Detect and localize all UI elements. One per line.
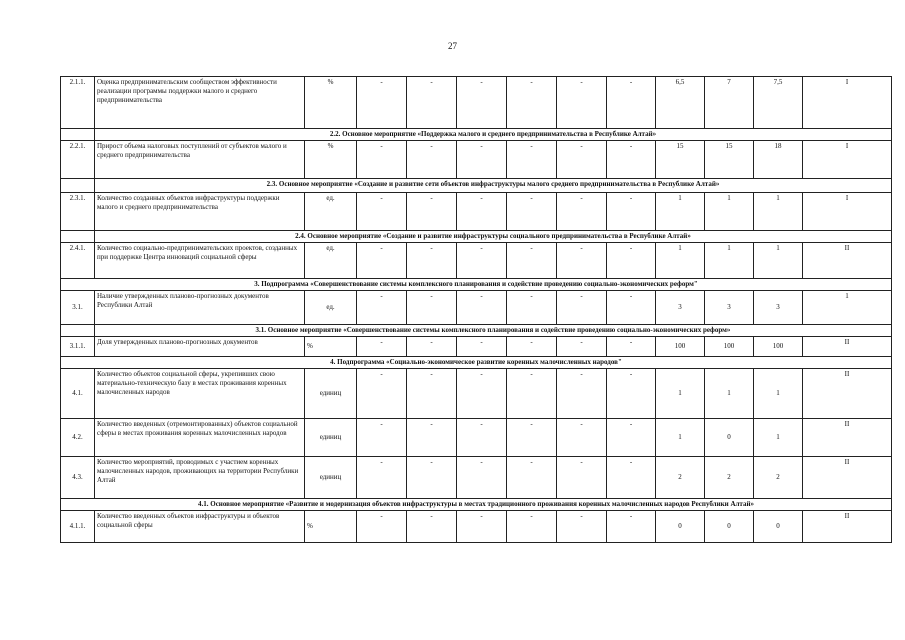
indicator-name: Доля утвержденных планово-прогнозных документов: [95, 337, 305, 357]
dash-cell: -: [607, 369, 656, 419]
dash-cell: -: [357, 337, 407, 357]
dash-cell: -: [507, 77, 557, 129]
dash-cell: -: [457, 291, 507, 325]
row-number: 4.3.: [61, 457, 95, 499]
table-body: [61, 77, 892, 543]
value-cell: 1: [754, 419, 803, 457]
value-cell: 6,5: [656, 77, 705, 129]
dash-cell: -: [507, 291, 557, 325]
dash-cell: -: [357, 193, 407, 231]
category-cell: I: [803, 193, 892, 231]
dash-cell: -: [357, 291, 407, 325]
category-cell: I: [803, 77, 892, 129]
value-cell: 1: [754, 193, 803, 231]
unit-cell: %: [305, 77, 357, 129]
dash-cell: -: [457, 141, 507, 179]
section-row: [61, 279, 892, 291]
value-cell: 18: [754, 141, 803, 179]
unit-cell: %: [305, 511, 357, 543]
dash-cell: -: [357, 369, 407, 419]
dash-cell: -: [557, 457, 607, 499]
section-row: [61, 499, 892, 511]
category-cell: II: [803, 457, 892, 499]
dash-cell: -: [407, 511, 457, 543]
dash-cell: -: [357, 141, 407, 179]
indicator-name: Количество созданных объектов инфраструктуры поддержки малого и среднего предпринимательства: [95, 193, 305, 231]
dash-cell: -: [607, 141, 656, 179]
dash-cell: -: [607, 243, 656, 279]
table-row: [61, 77, 892, 129]
table-row: [61, 193, 892, 231]
category-cell: II: [803, 369, 892, 419]
dash-cell: -: [507, 511, 557, 543]
indicator-name: Наличие утвержденных планово-прогнозных документов Республики Алтай: [95, 291, 305, 325]
dash-cell: -: [407, 419, 457, 457]
dash-cell: -: [407, 369, 457, 419]
section-row: [61, 179, 892, 193]
indicator-name: Количество объектов социальной сферы, укрепивших свою материально-техническую базу в местах проживания коренных малочисленных народов: [95, 369, 305, 419]
dash-cell: -: [457, 337, 507, 357]
row-number: 4.2.: [61, 419, 95, 457]
dash-cell: -: [407, 77, 457, 129]
dash-cell: -: [557, 369, 607, 419]
row-number: 4.1.1.: [61, 511, 95, 543]
table-row: [61, 511, 892, 543]
row-number: 2.3.1.: [61, 193, 95, 231]
section-heading: 2.3. Основное мероприятие «Создание и развитие сети объектов инфраструктуры малого среднего предпринимательства в Республике Алтай»: [95, 179, 892, 193]
dash-cell: -: [407, 337, 457, 357]
dash-cell: -: [507, 457, 557, 499]
dash-cell: -: [607, 77, 656, 129]
unit-cell: единиц: [305, 369, 357, 419]
section-blank-cell: [61, 179, 95, 193]
section-heading: 3.1. Основное мероприятие «Совершенствование системы комплексного планирования и содействие проведению социально-экономических реформ»: [95, 325, 892, 337]
dash-cell: -: [507, 243, 557, 279]
row-number: 2.1.1.: [61, 77, 95, 129]
row-number: 3.1.1.: [61, 337, 95, 357]
table-row: [61, 291, 892, 325]
indicator-name: Количество мероприятий, проводимых с участием коренных малочисленных народов, проживающих на территории Республики Алтай: [95, 457, 305, 499]
dash-cell: -: [407, 291, 457, 325]
value-cell: 3: [754, 291, 803, 325]
unit-cell: %: [305, 337, 357, 357]
dash-cell: -: [457, 511, 507, 543]
value-cell: 15: [705, 141, 754, 179]
dash-cell: -: [557, 291, 607, 325]
section-row: [61, 231, 892, 243]
value-cell: 1: [656, 419, 705, 457]
section-blank-cell: [61, 129, 95, 141]
dash-cell: -: [357, 511, 407, 543]
unit-cell: %: [305, 141, 357, 179]
dash-cell: -: [407, 193, 457, 231]
dash-cell: -: [457, 193, 507, 231]
dash-cell: -: [407, 457, 457, 499]
dash-cell: -: [557, 243, 607, 279]
section-row: [61, 325, 892, 337]
value-cell: 3: [705, 291, 754, 325]
dash-cell: -: [507, 369, 557, 419]
table-row: [61, 243, 892, 279]
dash-cell: -: [557, 141, 607, 179]
value-cell: 7: [705, 77, 754, 129]
category-cell: 1: [803, 291, 892, 325]
section-row: [61, 357, 892, 369]
unit-cell: ед.: [305, 291, 357, 325]
category-cell: II: [803, 419, 892, 457]
dash-cell: -: [607, 457, 656, 499]
value-cell: 0: [656, 511, 705, 543]
value-cell: 100: [705, 337, 754, 357]
value-cell: 1: [656, 369, 705, 419]
dash-cell: -: [607, 291, 656, 325]
value-cell: 1: [656, 243, 705, 279]
dash-cell: -: [457, 369, 507, 419]
dash-cell: -: [457, 77, 507, 129]
value-cell: 3: [656, 291, 705, 325]
value-cell: 1: [754, 243, 803, 279]
indicator-name: Прирост объема налоговых поступлений от субъектов малого и среднего предпринимательства: [95, 141, 305, 179]
dash-cell: -: [357, 419, 407, 457]
value-cell: 1: [705, 369, 754, 419]
section-heading: 2.2. Основное мероприятие «Поддержка малого и среднего предпринимательства в Республике Алтай»: [95, 129, 892, 141]
row-number: 4.1.: [61, 369, 95, 419]
indicator-name: Оценка предпринимательским сообществом эффективности реализации программы поддержки малого и среднего предпринимательства: [95, 77, 305, 129]
dash-cell: -: [557, 419, 607, 457]
row-number: 2.2.1.: [61, 141, 95, 179]
dash-cell: -: [507, 337, 557, 357]
category-cell: I: [803, 141, 892, 179]
value-cell: 1: [754, 369, 803, 419]
value-cell: 1: [705, 243, 754, 279]
section-heading: 3. Подпрограмма «Совершенствование системы комплексного планирования и содействие проведению социально-экономических реформ": [61, 279, 892, 291]
dash-cell: -: [507, 193, 557, 231]
dash-cell: -: [557, 193, 607, 231]
table-row: [61, 419, 892, 457]
table-row: [61, 457, 892, 499]
dash-cell: -: [357, 77, 407, 129]
indicator-name: Количество введенных (отремонтированных) объектов социальной сферы в местах проживания коренных малочисленных народов: [95, 419, 305, 457]
category-cell: II: [803, 337, 892, 357]
unit-cell: единиц: [305, 419, 357, 457]
dash-cell: -: [407, 243, 457, 279]
dash-cell: -: [407, 141, 457, 179]
row-number: 3.1.: [61, 291, 95, 325]
indicator-name: Количество введенных объектов инфраструктуры и объектов социальной сферы: [95, 511, 305, 543]
value-cell: 15: [656, 141, 705, 179]
table-row: [61, 337, 892, 357]
value-cell: 7,5: [754, 77, 803, 129]
category-cell: II: [803, 243, 892, 279]
unit-cell: ед.: [305, 243, 357, 279]
dash-cell: -: [357, 243, 407, 279]
value-cell: 2: [656, 457, 705, 499]
dash-cell: -: [557, 77, 607, 129]
dash-cell: -: [457, 457, 507, 499]
dash-cell: -: [457, 419, 507, 457]
page-number: 27: [448, 41, 457, 51]
section-row: [61, 129, 892, 141]
section-heading: 4.1. Основное мероприятие «Развитие и модернизация объектов инфраструктуры в местах традиционного проживания коренных малочисленных народов Республики Алтай»: [61, 499, 892, 511]
section-heading: 2.4. Основное мероприятие «Создание и развитие инфраструктуры социального предпринимательства в Республике Алтай»: [95, 231, 892, 243]
dash-cell: -: [507, 141, 557, 179]
dash-cell: -: [557, 511, 607, 543]
table-row: [61, 141, 892, 179]
dash-cell: -: [607, 419, 656, 457]
table-row: [61, 369, 892, 419]
value-cell: 2: [754, 457, 803, 499]
dash-cell: -: [607, 337, 656, 357]
dash-cell: -: [557, 337, 607, 357]
indicators-table: [60, 76, 892, 543]
value-cell: 100: [754, 337, 803, 357]
section-blank-cell: [61, 325, 95, 337]
value-cell: 2: [705, 457, 754, 499]
value-cell: 0: [754, 511, 803, 543]
section-heading: 4. Подпрограмма «Социально-экономическое развитие коренных малочисленных народов": [61, 357, 892, 369]
dash-cell: -: [507, 419, 557, 457]
value-cell: 0: [705, 419, 754, 457]
unit-cell: единиц: [305, 457, 357, 499]
section-blank-cell: [61, 231, 95, 243]
category-cell: II: [803, 511, 892, 543]
value-cell: 1: [656, 193, 705, 231]
indicator-name: Количество социально-предпринимательских проектов, созданных при поддержке Центра инноваций социальной сферы: [95, 243, 305, 279]
value-cell: 0: [705, 511, 754, 543]
dash-cell: -: [607, 193, 656, 231]
dash-cell: -: [357, 457, 407, 499]
row-number: 2.4.1.: [61, 243, 95, 279]
dash-cell: -: [457, 243, 507, 279]
value-cell: 100: [656, 337, 705, 357]
dash-cell: -: [607, 511, 656, 543]
value-cell: 1: [705, 193, 754, 231]
unit-cell: ед.: [305, 193, 357, 231]
